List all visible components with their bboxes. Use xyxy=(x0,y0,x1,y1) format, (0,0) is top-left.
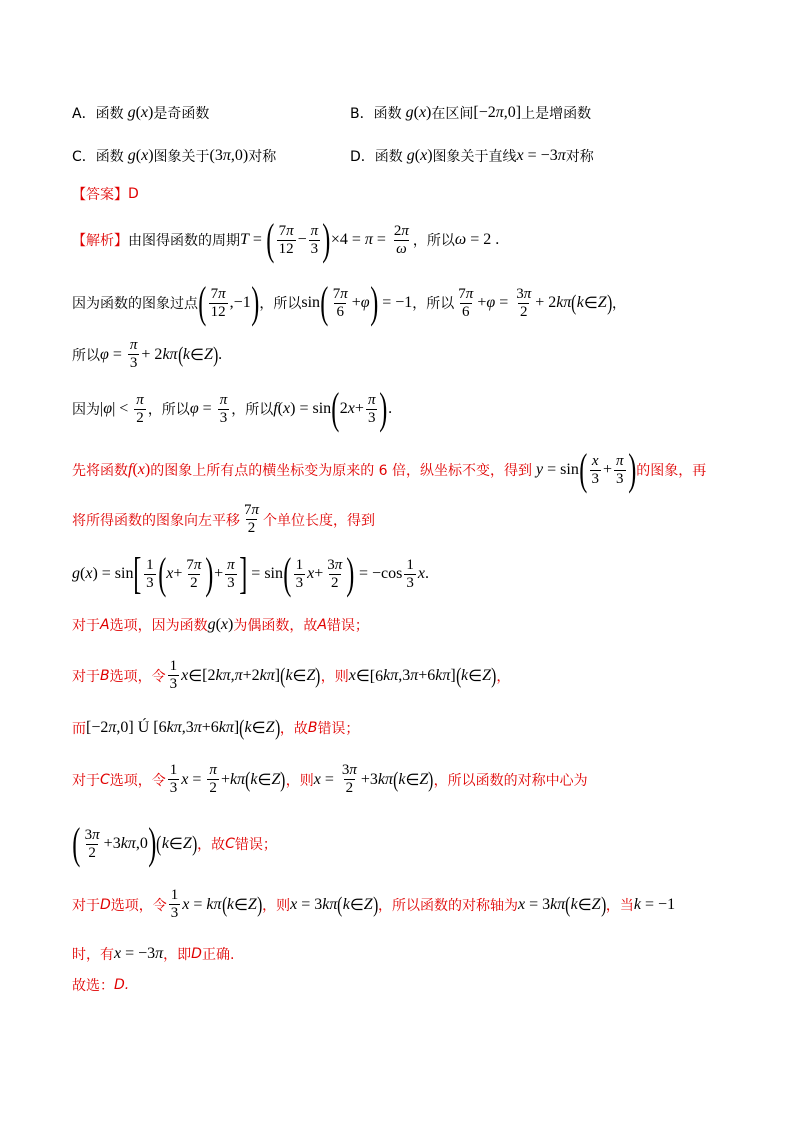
check-option-c-2: ( $\frac{3\pi}{2}$ +3 kπ ,0 ) ( k ∈ Z ) ，故 C 错误； xyxy=(72,819,277,868)
transform-line-2: 将所得函数的图象向左平移 $\frac{7\pi}{2}$ 个单位长度，得到 xyxy=(72,502,376,536)
option-d: D． 函数 g ( x ) 图象关于直线 x = −3 π 对称 xyxy=(350,147,594,165)
analysis-line-1: 【解析】 由图得函数的周期 T = ( $\frac{7\pi}{12}$ − $\frac{\pi}{3}$ ) ×4 = π = $\frac{2\pi}{\omega}$ ，所以 ω = 2 . xyxy=(72,215,500,264)
transform-line-1: 先将函数 f ( x ) 的图象上所有点的横坐标变为原来的 6 倍，纵坐标不变，得到 y = sin ( $\frac{x}{3}$ + $\frac{\pi}{3}$ ) 的图象，再 xyxy=(72,445,707,494)
analysis-line-4: 因为 | φ | < $\frac{\pi}{2}$ ，所以 φ = $\frac{\pi}{3}$ ，所以 f ( x ) = sin ( 2 x + $\frac{\pi}{3}$ ) . xyxy=(72,384,393,433)
conclusion: 故选： D. xyxy=(72,977,130,994)
analysis-line-3: 所以 φ = $\frac{\pi}{3}$ + 2 kπ ( k ∈ Z ) . xyxy=(72,337,223,371)
option-b: B． 函数 g ( x ) 在区间 [−2 π ,0] 上是增函数 xyxy=(350,104,592,122)
check-option-b: 对于 B 选项，令 $\frac{1}{3}$ x ∈ [2 kπ , π +2 kπ ] ( k ∈ Z ) ，则 x ∈[6 kπ ,3 π +6 kπ ] ( k ∈ Z ) ， xyxy=(72,658,511,692)
check-option-d: 对于 D 选项，令 $\frac{1}{3}$ x = kπ ( k ∈ Z ) ，则 x = 3 kπ ( k ∈ Z ) ，所以函数的对称轴为 x = 3 kπ ( k ∈ Z ) ，当 k = −1 xyxy=(72,887,676,921)
option-a: A． 函数 g ( x ) 是奇函数 xyxy=(72,104,210,122)
option-c: C． 函数 g ( x ) 图象关于 (3 π ,0) 对称 xyxy=(72,147,277,165)
answer-line: 【答案】 D xyxy=(72,186,139,203)
analysis-line-2: 因为函数的图象过点 ( $\frac{7\pi}{12}$ ,−1 ) ，所以 sin ( $\frac{7\pi}{6}$ + φ ) = −1 ，所以 $\frac{7\pi}{6}$ + φ = $\frac{3\pi}{2}$ + 2 kπ ( k ∈ Z ) ， xyxy=(72,278,627,327)
check-option-d-2: 时，有 x = −3 π ，即 D 正确. xyxy=(72,945,235,963)
check-option-c: 对于 C 选项，令 $\frac{1}{3}$ x = $\frac{\pi}{2}$ + kπ ( k ∈ Z ) ，则 x = $\frac{3\pi}{2}$ +3 kπ ( k ∈ Z ) ，所以函数的对称中心为 xyxy=(72,762,588,796)
check-option-b-2: 而 [−2 π ,0] Ú [6 kπ ,3 π +6 kπ ] ( k ∈ Z ) ，故 B 错误； xyxy=(72,715,360,740)
g-formula: g ( x ) = sin [ $\frac{1}{3}$ ( x + $\frac{7\pi}{2}$ ) + $\frac{\pi}{3}$ ] = sin ( $\frac{1}{3}$ x + $\frac{3\pi}{2}$ ) = −cos $\frac{1}{3}$ x . xyxy=(72,549,429,598)
check-option-a: 对于 A 选项，因为函数 g ( x ) 为偶函数，故 A 错误； xyxy=(72,616,369,634)
